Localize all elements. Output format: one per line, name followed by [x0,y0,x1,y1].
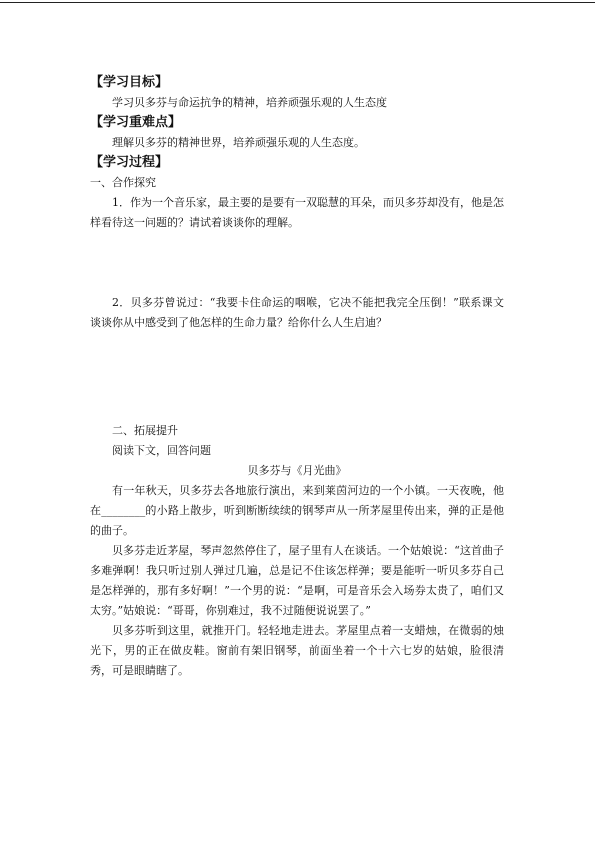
story-paragraph-1 [90,481,504,541]
fill-in-blank: ________ [101,504,146,517]
learning-goals-text: 学习贝多芬与命运抗争的精神，培养顽强乐观的人生态度 [112,96,387,109]
question-2: 2．贝多芬曾说过：“我要卡住命运的咽喉，它决不能把我完全压倒！”联系课文谈谈你从中感受到了他怎样的生命力量？给你什么人生启迪？ [90,296,504,329]
document-body [90,73,504,681]
heading-key-points: 【学习重难点】 [90,115,182,130]
part2-instruction: 阅读下文，回答问题 [112,444,211,457]
answer-space-1 [90,233,504,293]
header-rule [0,2,595,3]
heading-learning-process: 【学习过程】 [90,155,169,170]
part2-title: 二、拓展提升 [112,424,178,437]
heading-learning-goals: 【学习目标】 [90,75,169,90]
story-paragraph-3: 贝多芬听到这里，就推开门。轻轻地走进去。茅屋里点着一支蜡烛，在微弱的烛光下，男的正在做皮鞋。窗前有架旧钢琴，前面坐着一个十六七岁的姑娘，脸很清秀，可是眼睛瞎了。 [90,624,504,677]
story-title: 贝多芬与《月光曲》 [247,464,347,477]
answer-space-2 [90,333,504,421]
question-1: 1．作为一个音乐家，最主要的是要有一双聪慧的耳朵，而贝多芬却没有，他是怎样看待这一问题的？请试着谈谈你的理解。 [90,196,504,229]
key-points-text: 理解贝多芬的精神世界，培养顽强乐观的人生态度。 [112,136,365,149]
part1-title: 一、合作探究 [90,176,156,189]
paragraph-1-text-start: 有一年秋天，贝多芬去各地旅行演出，来到莱茵河边的一个小镇。一天夜晚，他在 [90,484,504,517]
story-paragraph-2: 贝多芬走近茅屋，琴声忽然停住了，屋子里有人在谈话。一个姑娘说：“这首曲子多难弹啊！我只听过别人弹过几遍，总是记不住该怎样弹；要是能听一听贝多芬自己是怎样弹的，那有多好啊！”一个男的说：“是啊，可是音乐会入场券太贵了，咱们又太穷。”姑娘说：“哥哥，你别难过，我不过随便说说罢了。” [90,544,504,617]
paragraph-1-text-end: 的小路上散步，听到断断续续的钢琴声从一所茅屋里传出来，弹的正是他的曲子。 [90,504,505,537]
